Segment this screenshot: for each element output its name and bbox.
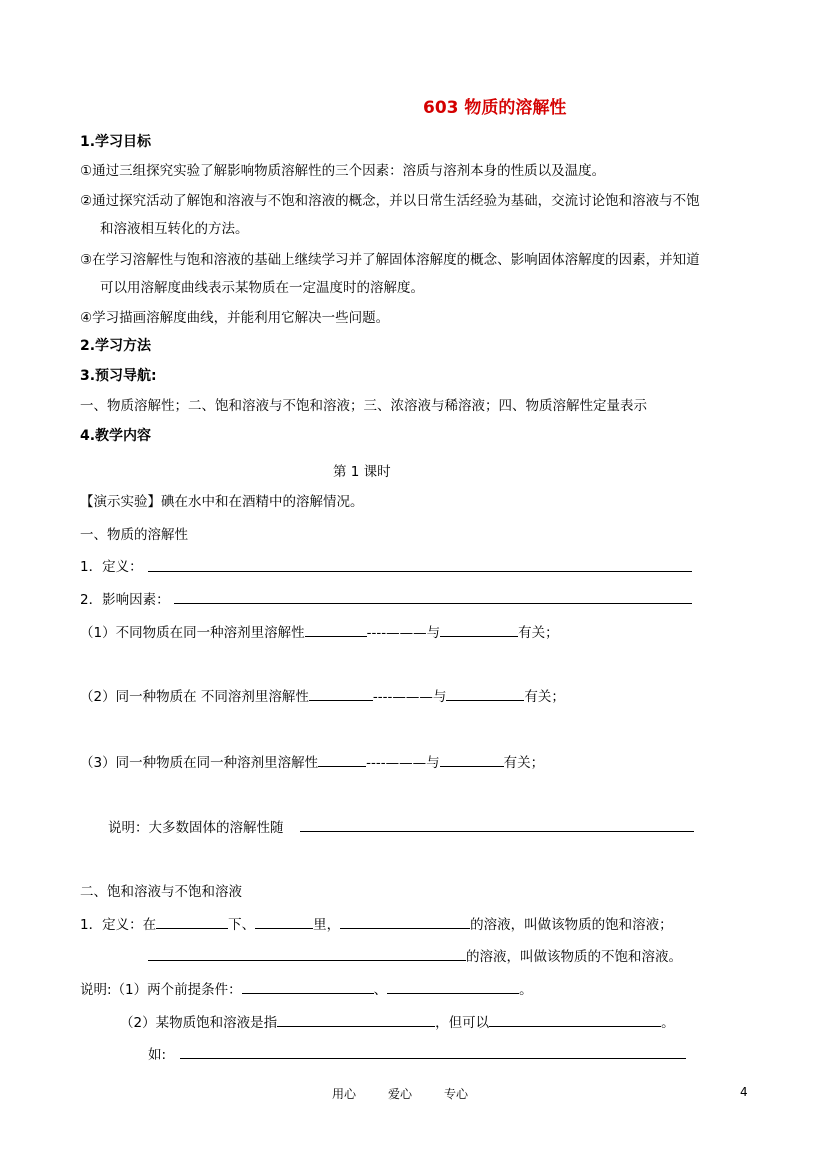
part1-note: 说明：大多数固体的溶解性随 bbox=[108, 820, 284, 836]
example-label: 如: bbox=[148, 1047, 167, 1063]
factor-1-blank-b[interactable] bbox=[440, 621, 518, 637]
note2-text-b: ，但可以 bbox=[435, 1015, 490, 1031]
def-text-a: 1．定义：在 bbox=[80, 917, 157, 933]
def-text-e: 的溶液，叫做该物质的不饱和溶液。 bbox=[466, 949, 682, 965]
part2-heading: 二、饱和溶液与不饱和溶液 bbox=[80, 884, 242, 900]
factor-2 bbox=[80, 685, 565, 705]
dash: ----——— bbox=[372, 689, 433, 705]
goal-item-3: ③在学习溶解性与饱和溶液的基础上继续学习并了解固体溶解度的概念、影响固体溶解度的因素，并知道 bbox=[80, 252, 700, 268]
factor-2-blank-a[interactable] bbox=[309, 685, 373, 701]
unsaturated-definition bbox=[148, 945, 682, 965]
definition-label: 1．定义： bbox=[80, 559, 143, 575]
factor-1-blank-a[interactable] bbox=[305, 621, 367, 637]
definition-blank[interactable] bbox=[148, 571, 692, 572]
demo-experiment: 【演示实验】碘在水中和在酒精中的溶解情况。 bbox=[80, 494, 364, 510]
page-title: 603 物质的溶解性 bbox=[423, 98, 567, 118]
def-text-c: 里， bbox=[313, 917, 341, 933]
saturated-definition bbox=[80, 913, 673, 933]
factor-2-blank-b[interactable] bbox=[446, 685, 524, 701]
note2-text-a: （2）某物质饱和溶液是指 bbox=[120, 1015, 278, 1031]
part1-note-blank[interactable] bbox=[300, 831, 694, 832]
lesson-label: 第 1 课时 bbox=[333, 464, 391, 480]
factor-3-blank-b[interactable] bbox=[440, 751, 504, 767]
section-heading-content: 4.教学内容 bbox=[80, 428, 152, 444]
factor-3-text: （3）同一种物质在同一种溶剂里溶解性 bbox=[80, 755, 319, 771]
section-heading-preview: 3.预习导航: bbox=[80, 368, 157, 384]
section-heading-methods: 2.学习方法 bbox=[80, 338, 152, 354]
related-text: 有关； bbox=[503, 755, 545, 771]
factor-1-text: （1）不同物质在同一种溶剂里溶解性 bbox=[80, 625, 305, 641]
factor-3 bbox=[80, 751, 544, 771]
note2-blank-b[interactable] bbox=[489, 1011, 661, 1027]
note2-blank-a[interactable] bbox=[277, 1011, 435, 1027]
part2-note-1 bbox=[80, 978, 533, 998]
page-number: 4 bbox=[740, 1085, 748, 1099]
factor-2-text: （2）同一种物质在 不同溶剂里溶解性 bbox=[80, 689, 309, 705]
period: 。 bbox=[519, 982, 533, 998]
example-blank[interactable] bbox=[180, 1058, 686, 1059]
note1-blank-a[interactable] bbox=[242, 978, 374, 994]
note1-text: 说明:（1）两个前提条件： bbox=[80, 982, 242, 998]
with-text: 与 bbox=[432, 689, 447, 705]
goal-item-4: ④学习描画溶解度曲线，并能利用它解决一些问题。 bbox=[80, 310, 390, 326]
footer-text-b: 爱心 bbox=[388, 1087, 413, 1101]
def-blank-1[interactable] bbox=[156, 913, 228, 929]
comma: 、 bbox=[373, 982, 388, 998]
related-text: 有关； bbox=[518, 625, 559, 641]
with-text: 与 bbox=[426, 755, 440, 771]
dash: ----——— bbox=[366, 755, 427, 771]
goal-item-2: ②通过探究活动了解饱和溶液与不饱和溶液的概念，并以日常生活经验为基础，交流讨论饱和溶液与不饱 bbox=[80, 193, 700, 209]
factor-3-blank-a[interactable] bbox=[318, 751, 366, 767]
dash: ----——— bbox=[366, 625, 427, 641]
preview-text: 一、物质溶解性；二、饱和溶液与不饱和溶液；三、浓溶液与稀溶液；四、物质溶解性定量表示 bbox=[80, 398, 647, 414]
footer-text-a: 用心 bbox=[332, 1087, 357, 1101]
footer-text-c: 专心 bbox=[444, 1087, 469, 1101]
goal-item-3-cont: 可以用溶解度曲线表示某物质在一定温度时的溶解度。 bbox=[100, 280, 424, 296]
def-blank-3[interactable] bbox=[340, 913, 470, 929]
def-blank-2[interactable] bbox=[255, 913, 313, 929]
goal-item-2-cont: 和溶液相互转化的方法。 bbox=[100, 221, 249, 237]
def-text-b: 下、 bbox=[228, 917, 256, 933]
part1-heading: 一、物质的溶解性 bbox=[80, 527, 188, 543]
with-text: 与 bbox=[426, 625, 441, 641]
factor-1 bbox=[80, 621, 559, 641]
def-text-d: 的溶液，叫做该物质的饱和溶液； bbox=[470, 917, 673, 933]
period: 。 bbox=[661, 1015, 675, 1031]
section-heading-goals: 1.学习目标 bbox=[80, 134, 152, 150]
factors-blank[interactable] bbox=[174, 603, 692, 604]
goal-item-1: ①通过三组探究实验了解影响物质溶解性的三个因素：溶质与溶剂本身的性质以及温度。 bbox=[80, 163, 606, 179]
factors-label: 2．影响因素： bbox=[80, 592, 170, 608]
part2-note-2 bbox=[120, 1011, 675, 1031]
related-text: 有关； bbox=[524, 689, 565, 705]
note1-blank-b[interactable] bbox=[387, 978, 519, 994]
def-blank-4[interactable] bbox=[148, 945, 466, 961]
